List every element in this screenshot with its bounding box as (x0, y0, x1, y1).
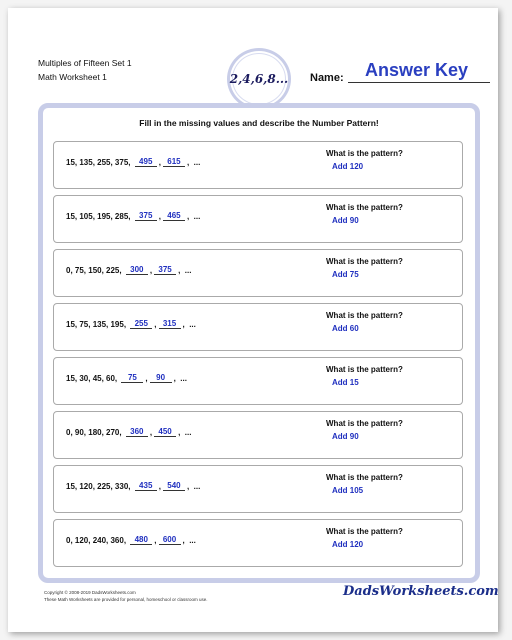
answer-1[interactable]: 75 (121, 373, 143, 383)
answer-2[interactable]: 450 (154, 427, 176, 437)
copyright-text: Copyright © 2008-2019 DadsWorksheets.com (44, 590, 136, 595)
number-sequence: 15, 30, 45, 60, 75 , 90 , ... (66, 373, 187, 383)
problem-card (53, 303, 463, 351)
given-values: 15, 30, 45, 60, (66, 374, 118, 383)
given-values: 15, 120, 225, 330, (66, 482, 131, 491)
pattern-answer: Add 90 (332, 432, 359, 441)
pattern-question: What is the pattern? (326, 257, 403, 266)
pattern-answer: Add 15 (332, 378, 359, 387)
answer-2[interactable]: 600 (159, 535, 181, 545)
footer (44, 589, 208, 603)
answer-1[interactable]: 255 (130, 319, 152, 329)
answer-key-label: Answer Key (364, 60, 469, 80)
number-sequence: 0, 120, 240, 360, 480 , 600 , ... (66, 535, 196, 545)
pattern-answer: Add 90 (332, 216, 359, 225)
pattern-answer: Add 75 (332, 270, 359, 279)
answer-2[interactable]: 540 (163, 481, 185, 491)
number-sequence: 15, 105, 195, 285, 375 , 465 , ... (66, 211, 201, 221)
name-label: Name: (310, 72, 344, 84)
given-values: 15, 105, 195, 285, (66, 212, 131, 221)
problem-card (53, 519, 463, 567)
logo-text: 2,4,6,8... (232, 53, 286, 105)
pattern-question: What is the pattern? (326, 203, 403, 212)
worksheet-title (38, 56, 132, 84)
pattern-answer: Add 120 (332, 540, 364, 549)
problem-card (53, 465, 463, 513)
answer-2[interactable]: 465 (163, 211, 185, 221)
number-sequence: 0, 90, 180, 270, 360 , 450 , ... (66, 427, 192, 437)
instructions: Fill in the missing values and describe the Number Pattern! (139, 118, 379, 128)
pattern-answer: Add 120 (332, 162, 364, 171)
pattern-question: What is the pattern? (326, 149, 403, 158)
pattern-answer: Add 105 (332, 486, 364, 495)
given-values: 15, 135, 255, 375, (66, 158, 131, 167)
problem-card (53, 141, 463, 189)
problem-card (53, 249, 463, 297)
answer-2[interactable]: 90 (150, 373, 172, 383)
logo (227, 48, 291, 110)
number-sequence: 0, 75, 150, 225, 300 , 375 , ... (66, 265, 192, 275)
given-values: 0, 75, 150, 225, (66, 266, 122, 275)
pattern-answer: Add 60 (332, 324, 359, 333)
problem-card (53, 357, 463, 405)
answer-1[interactable]: 375 (135, 211, 157, 221)
problems-frame (38, 103, 480, 583)
answer-1[interactable]: 300 (126, 265, 148, 275)
given-values: 15, 75, 135, 195, (66, 320, 127, 329)
given-values: 0, 120, 240, 360, (66, 536, 127, 545)
problem-card (53, 411, 463, 459)
given-values: 0, 90, 180, 270, (66, 428, 122, 437)
pattern-question: What is the pattern? (326, 365, 403, 374)
answer-2[interactable]: 315 (159, 319, 181, 329)
pattern-question: What is the pattern? (326, 311, 403, 320)
pattern-question: What is the pattern? (326, 473, 403, 482)
pattern-question: What is the pattern? (326, 527, 403, 536)
name-field-line[interactable] (348, 82, 490, 83)
number-sequence: 15, 120, 225, 330, 435 , 540 , ... (66, 481, 201, 491)
answer-1[interactable]: 495 (135, 157, 157, 167)
number-sequence: 15, 135, 255, 375, 495 , 615 , ... (66, 157, 201, 167)
pattern-question: What is the pattern? (326, 419, 403, 428)
answer-2[interactable]: 375 (154, 265, 176, 275)
number-sequence: 15, 75, 135, 195, 255 , 315 , ... (66, 319, 196, 329)
usage-note: These Math Worksheets are provided for personal, homeschool or classroom use. (44, 597, 208, 602)
answer-1[interactable]: 360 (126, 427, 148, 437)
answer-2[interactable]: 615 (163, 157, 185, 167)
answer-1[interactable]: 480 (130, 535, 152, 545)
answer-1[interactable]: 435 (135, 481, 157, 491)
problem-card (53, 195, 463, 243)
title-line-1: Multiples of Fifteen Set 1 (38, 58, 132, 68)
worksheet-page (8, 8, 498, 632)
brand-logo: DadsWorksheets.com (343, 584, 499, 599)
title-line-2: Math Worksheet 1 (38, 72, 107, 82)
